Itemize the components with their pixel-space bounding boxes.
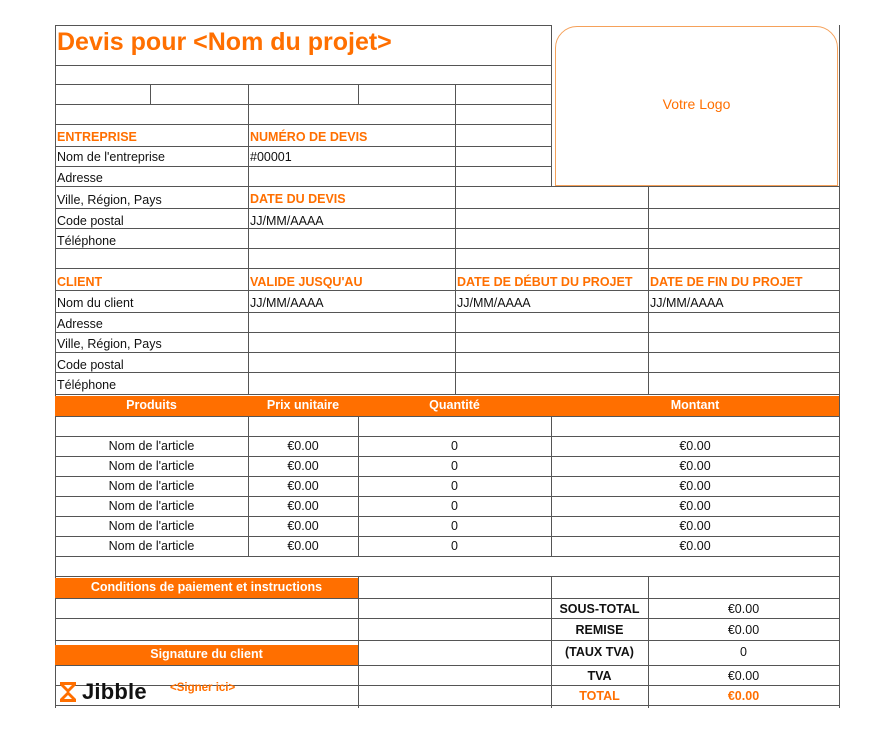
item-amount[interactable]: €0.00 bbox=[679, 499, 711, 513]
item-name[interactable]: Nom de l'article bbox=[108, 519, 195, 533]
company-postal[interactable]: Code postal bbox=[57, 214, 124, 228]
item-unit-price[interactable]: €0.00 bbox=[287, 439, 319, 453]
totals-value[interactable]: €0.00 bbox=[727, 623, 760, 637]
item-name[interactable]: Nom de l'article bbox=[108, 439, 195, 453]
client-city[interactable]: Ville, Région, Pays bbox=[57, 337, 162, 351]
client-phone[interactable]: Téléphone bbox=[57, 378, 117, 392]
column-header-products: Produits bbox=[126, 398, 177, 412]
item-unit-price[interactable]: €0.00 bbox=[287, 459, 319, 473]
valid-until-label: VALIDE JUSQU'AU bbox=[250, 275, 363, 289]
totals-label: TVA bbox=[587, 669, 612, 683]
item-unit-price[interactable]: €0.00 bbox=[287, 519, 319, 533]
company-city[interactable]: Ville, Région, Pays bbox=[57, 193, 162, 207]
start-date-value[interactable]: JJ/MM/AAAA bbox=[457, 296, 531, 310]
totals-label: REMISE bbox=[575, 623, 624, 637]
item-amount[interactable]: €0.00 bbox=[679, 439, 711, 453]
jibble-logo bbox=[58, 679, 147, 705]
page-title: Devis pour <Nom du projet> bbox=[57, 28, 392, 56]
totals-value[interactable]: 0 bbox=[740, 645, 747, 659]
item-amount[interactable]: €0.00 bbox=[679, 539, 711, 553]
signature-header: Signature du client bbox=[150, 647, 263, 661]
payment-terms-header: Conditions de paiement et instructions bbox=[90, 580, 323, 594]
brand-name: Jibble bbox=[82, 679, 147, 704]
totals-label: SOUS-TOTAL bbox=[559, 602, 640, 616]
end-date-label: DATE DE FIN DU PROJET bbox=[650, 275, 803, 289]
totals-label: (TAUX TVA) bbox=[565, 645, 634, 659]
quote-date-label: DATE DU DEVIS bbox=[250, 192, 346, 206]
item-name[interactable]: Nom de l'article bbox=[108, 459, 195, 473]
item-quantity[interactable]: 0 bbox=[451, 539, 458, 553]
item-quantity[interactable]: 0 bbox=[451, 499, 458, 513]
item-name[interactable]: Nom de l'article bbox=[108, 499, 195, 513]
company-address[interactable]: Adresse bbox=[57, 171, 103, 185]
totals-value[interactable]: €0.00 bbox=[727, 669, 760, 683]
column-header-quantity: Quantité bbox=[429, 398, 480, 412]
item-quantity[interactable]: 0 bbox=[451, 479, 458, 493]
end-date-value[interactable]: JJ/MM/AAAA bbox=[650, 296, 724, 310]
item-quantity[interactable]: 0 bbox=[451, 439, 458, 453]
client-postal[interactable]: Code postal bbox=[57, 358, 124, 372]
client-address[interactable]: Adresse bbox=[57, 317, 103, 331]
item-amount[interactable]: €0.00 bbox=[679, 519, 711, 533]
item-amount[interactable]: €0.00 bbox=[679, 459, 711, 473]
sign-here-placeholder[interactable]: <Signer ici> bbox=[170, 682, 236, 694]
totals-value[interactable]: €0.00 bbox=[727, 689, 760, 703]
logo-placeholder-label: Votre Logo bbox=[662, 96, 731, 112]
totals-value[interactable]: €0.00 bbox=[727, 602, 760, 616]
item-unit-price[interactable]: €0.00 bbox=[287, 539, 319, 553]
item-quantity[interactable]: 0 bbox=[451, 519, 458, 533]
item-quantity[interactable]: 0 bbox=[451, 459, 458, 473]
company-name[interactable]: Nom de l'entreprise bbox=[57, 150, 165, 164]
item-name[interactable]: Nom de l'article bbox=[108, 539, 195, 553]
start-date-label: DATE DE DÉBUT DU PROJET bbox=[457, 275, 633, 289]
company-header: ENTREPRISE bbox=[57, 130, 137, 144]
item-unit-price[interactable]: €0.00 bbox=[287, 499, 319, 513]
item-name[interactable]: Nom de l'article bbox=[108, 479, 195, 493]
quote-date-value[interactable]: JJ/MM/AAAA bbox=[250, 214, 324, 228]
hourglass-icon bbox=[58, 681, 78, 703]
item-unit-price[interactable]: €0.00 bbox=[287, 479, 319, 493]
column-header-unit-price: Prix unitaire bbox=[266, 398, 340, 412]
totals-label: TOTAL bbox=[579, 689, 620, 703]
client-name[interactable]: Nom du client bbox=[57, 296, 134, 310]
item-amount[interactable]: €0.00 bbox=[679, 479, 711, 493]
company-phone[interactable]: Téléphone bbox=[57, 234, 117, 248]
column-header-amount: Montant bbox=[670, 398, 720, 412]
quote-number-value[interactable]: #00001 bbox=[250, 150, 292, 164]
logo-placeholder[interactable] bbox=[555, 26, 838, 186]
client-header: CLIENT bbox=[57, 275, 103, 289]
quote-number-label: NUMÉRO DE DEVIS bbox=[250, 130, 368, 144]
valid-until-value[interactable]: JJ/MM/AAAA bbox=[250, 296, 324, 310]
